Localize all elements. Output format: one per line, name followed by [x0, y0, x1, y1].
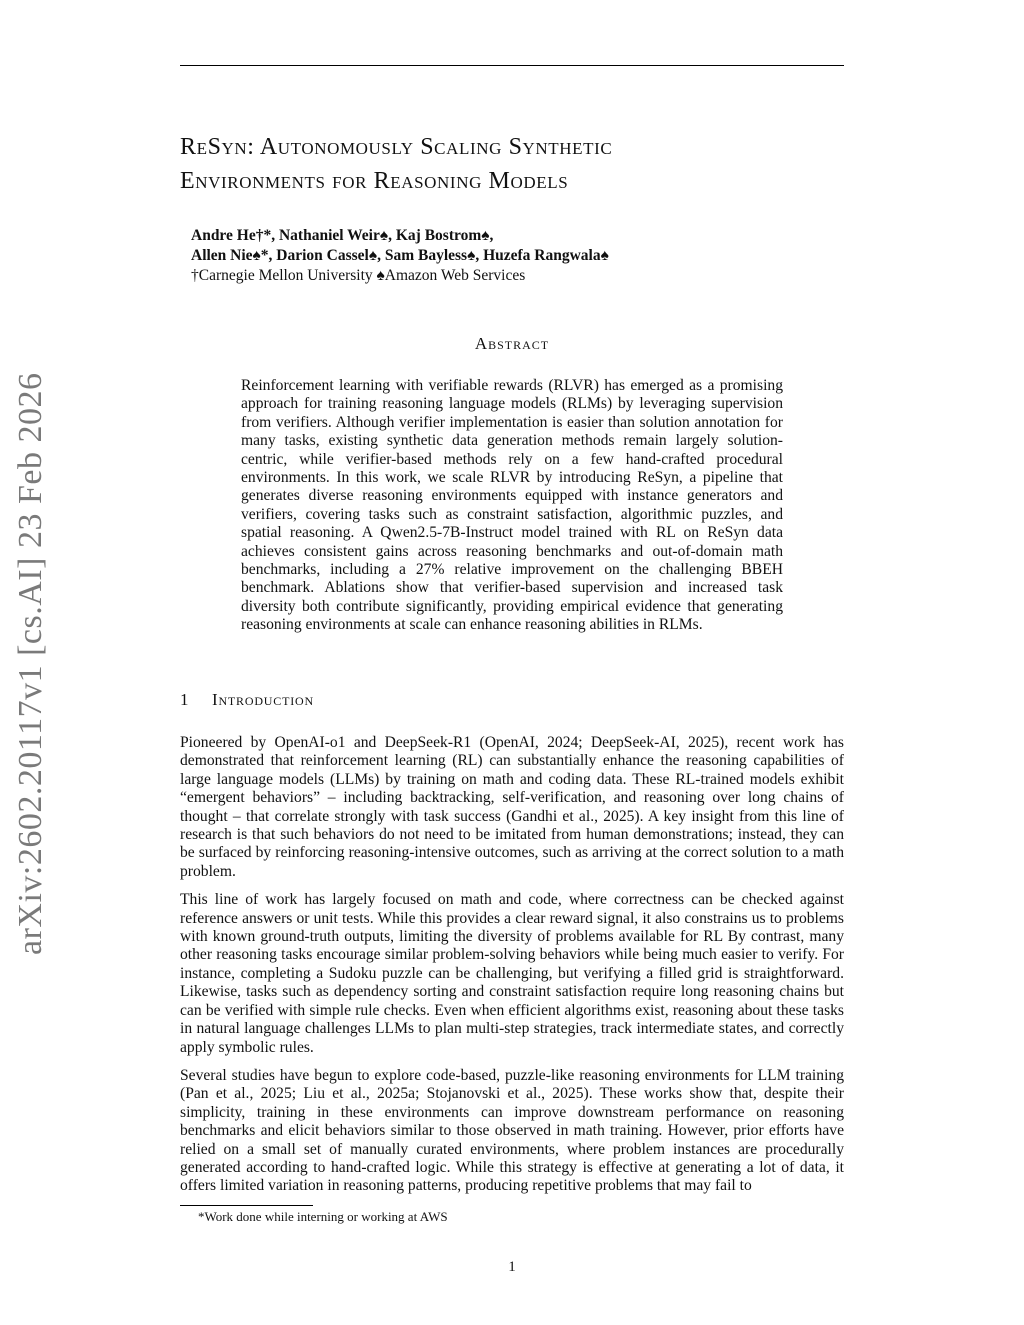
abstract-text: Reinforcement learning with verifiable rewards (RLVR) has emerged as a promising approach for training reasoning language models (RLMs) by leveraging supervision from verifiers. Although verifier implementation is easier than solution annotation for many tasks, existing synthetic data generation methods remain largely solution-centric, while verifier-based methods rely on a few hand-crafted procedural environments. In this work, we scale RLVR by introducing ReSyn, a pipeline that generates diverse reasoning environments equipped with instance generators and verifiers, covering tasks such as constraint satisfaction, algorithmic puzzles, and spatial reasoning. A Qwen2.5-7B-Instruct model trained with RL on ReSyn data achieves consistent gains across reasoning benchmarks and out-of-domain math benchmarks, including a 27% relative improvement on the challenging BBEH benchmark. Ablations show that verifier-based supervision and increased task diversity both contribute significantly, providing empirical evidence that generating reasoning environments at scale can enhance reasoning abilities in RLMs. [241, 377, 783, 634]
author-line-2: Allen Nie♠*, Darion Cassel♠, Sam Bayless♠, Huzefa Rangwala♠ [191, 247, 609, 264]
paragraph: Pioneered by OpenAI-o1 and DeepSeek-R1 (OpenAI, 2024; DeepSeek-AI, 2025), recent work has demonstrated that reinforcement learning (RL) can substantially enhance the reasoning capabilities of large language models (LLMs) by training on math and coding data. These RL-trained models exhibit “emergent behaviors” – including backtracking, self-verification, and reasoning over long chains of thought – that correlate strongly with task success (Gandhi et al., 2025). A key insight from this line of research is that such behaviors do not need to be imitated from human demonstrations; instead, they can be surfaced by reinforcing reasoning-intensive outcomes, such as arriving at the correct solution to a math problem. [180, 734, 844, 880]
title-line-2: Environments for Reasoning Models [180, 168, 569, 194]
header-rule [180, 65, 844, 66]
abstract-heading: Abstract [474, 334, 550, 353]
paper-title [180, 130, 860, 198]
section-title: Introduction [212, 690, 314, 709]
paragraph: Several studies have begun to explore code-based, puzzle-like reasoning environments for LLM training (Pan et al., 2025; Liu et al., 2025a; Stojanovski et al., 2025). These works show that, despite their simplicity, training in these environments can improve downstream performance on reasoning benchmarks and elicit behaviors similar to those observed in math training. However, prior efforts have relied on a small set of manually curated environments, where problem instances are procedurally generated according to hand-crafted logic. While this strategy is effective at generating a lot of data, it offers limited variation in reasoning patterns, producing repetitive problems that may fail to [180, 1066, 844, 1195]
author-block [191, 226, 831, 286]
title-line-1: ReSyn: Autonomously Scaling Synthetic [180, 134, 613, 160]
footnote-rule [180, 1205, 313, 1206]
author-line-1: Andre He†*, Nathaniel Weir♠, Kaj Bostrom♠, [191, 227, 494, 244]
introduction-body [180, 734, 844, 1206]
section-number: 1 [180, 690, 190, 709]
page-number: 1 [508, 1259, 516, 1275]
footnote: *Work done while interning or working at AWS [198, 1209, 448, 1224]
arxiv-side-stamp: arXiv:2602.20117v1 [cs.AI] 23 Feb 2026 [12, 372, 49, 955]
section-heading [180, 690, 314, 710]
affiliations: †Carnegie Mellon University ♠Amazon Web Services [191, 267, 526, 284]
paragraph: This line of work has largely focused on math and code, where correctness can be checked against reference answers or unit tests. While this provides a clear reward signal, it also constrains us to problems with known ground-truth outputs, limiting the diversity of problems available for RL By contrast, many other reasoning tasks encourage similar problem-solving behaviors while being much easier to verify. For instance, completing a Sudoku puzzle can be challenging, but verifying a filled grid is straightforward. Likewise, tasks such as dependency sorting and constraint satisfaction require long reasoning chains but can be verified with simple rule checks. Even when efficient algorithms exist, reasoning about these tasks in natural language challenges LLMs to plan multi-step strategies, track intermediate states, and correctly apply symbolic rules. [180, 891, 844, 1056]
